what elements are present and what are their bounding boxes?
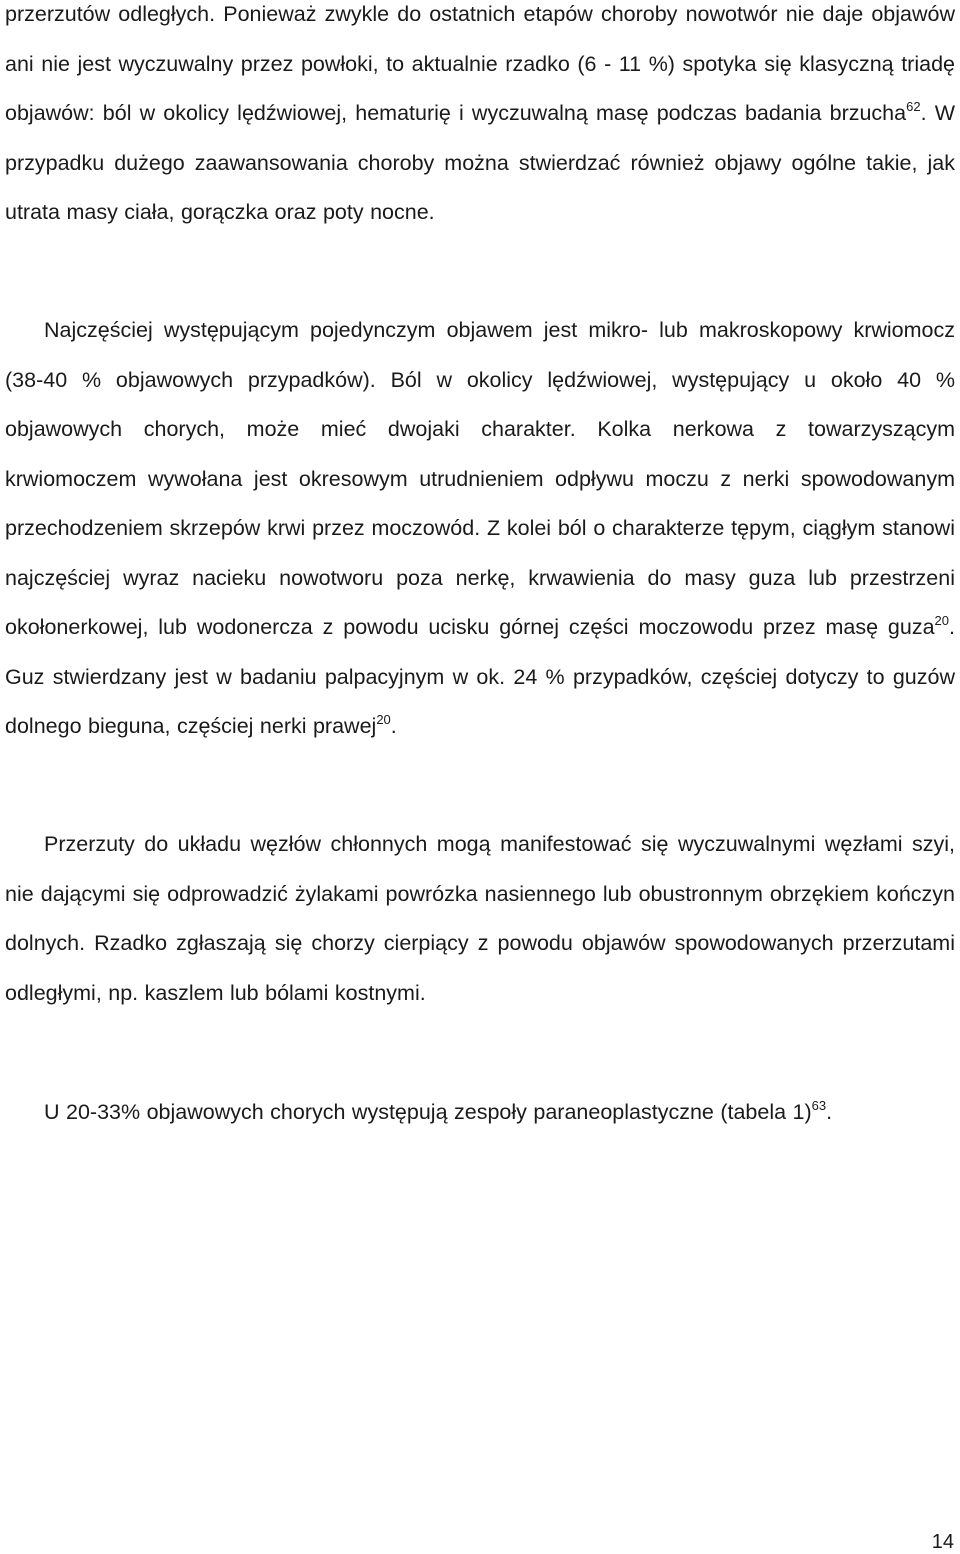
page-number: 14	[931, 1531, 954, 1553]
paragraph-text: .	[826, 1100, 833, 1124]
paragraph-paraneoplastic	[5, 1088, 955, 1138]
paragraph-clinical-triad	[5, 0, 955, 238]
paragraph-text: . W przypadku dużego zaawansowania choroby można stwierdzać również objawy ogólne takie, jak utrata masy ciała, gorączka oraz poty nocne.	[5, 101, 955, 224]
paragraph-text: . Guz stwierdzany jest w badaniu palpacyjnym w ok. 24 % przypadków, częściej dotyczy to guzów dolnego bieguna, częściej nerki prawej	[5, 615, 955, 738]
paragraph-lymph-metastases	[5, 820, 955, 1018]
paragraph-text: Przerzuty do układu węzłów chłonnych mogą manifestować się wyczuwalnymi węzłami szyi, nie dającymi się odprowadzić żylakami powrózka nasiennego lub obustronnym obrzękiem kończyn dolnych. Rzadko zgłaszają się chorzy cierpiący z powodu objawów spowodowanych przerzutami odległymi, np. kaszlem lub bólami kostnymi.	[5, 832, 955, 1005]
citation-ref: 20	[934, 613, 950, 628]
citation-ref: 62	[906, 99, 921, 114]
paragraph-text: U 20-33% objawowych chorych występują zespoły paraneoplastyczne (tabela 1)	[44, 1100, 812, 1124]
paragraph-text: przerzutów odległych. Ponieważ zwykle do ostatnich etapów choroby nowotwór nie daje objawów ani nie jest wyczuwalny przez powłoki, to aktualnie rzadko (6 - 11 %) spotyka się klasyczną triadę objawów: ból w okolicy lędźwiowej, hematurię i wyczuwalną masę podczas badania brzucha	[5, 2, 955, 125]
paragraph-text: Najczęściej występującym pojedynczym objawem jest mikro- lub makroskopowy krwiomocz (38-40 % objawowych przypadków). Ból w okolicy lędźwiowej, występujący u około 40 % objawowych chorych, może mieć dwojaki charakter. Kolka nerkowa z towarzyszącym krwiomoczem wywołana jest okresowym utrudnieniem odpływu moczu z nerki spowodowanym przechodzeniem skrzepów krwi przez moczowód. Z kolei ból o charakterze tępym, ciągłym stanowi najczęściej wyraz nacieku nowotworu poza nerkę, krwawienia do masy guza lub przestrzeni okołonerkowej, lub wodonercza z powodu ucisku górnej części moczowodu przez masę guza	[5, 318, 955, 639]
citation-ref: 20	[376, 712, 391, 727]
paragraph-hematuria	[5, 306, 955, 752]
citation-ref: 63	[811, 1098, 827, 1113]
paragraph-text: .	[390, 714, 397, 738]
